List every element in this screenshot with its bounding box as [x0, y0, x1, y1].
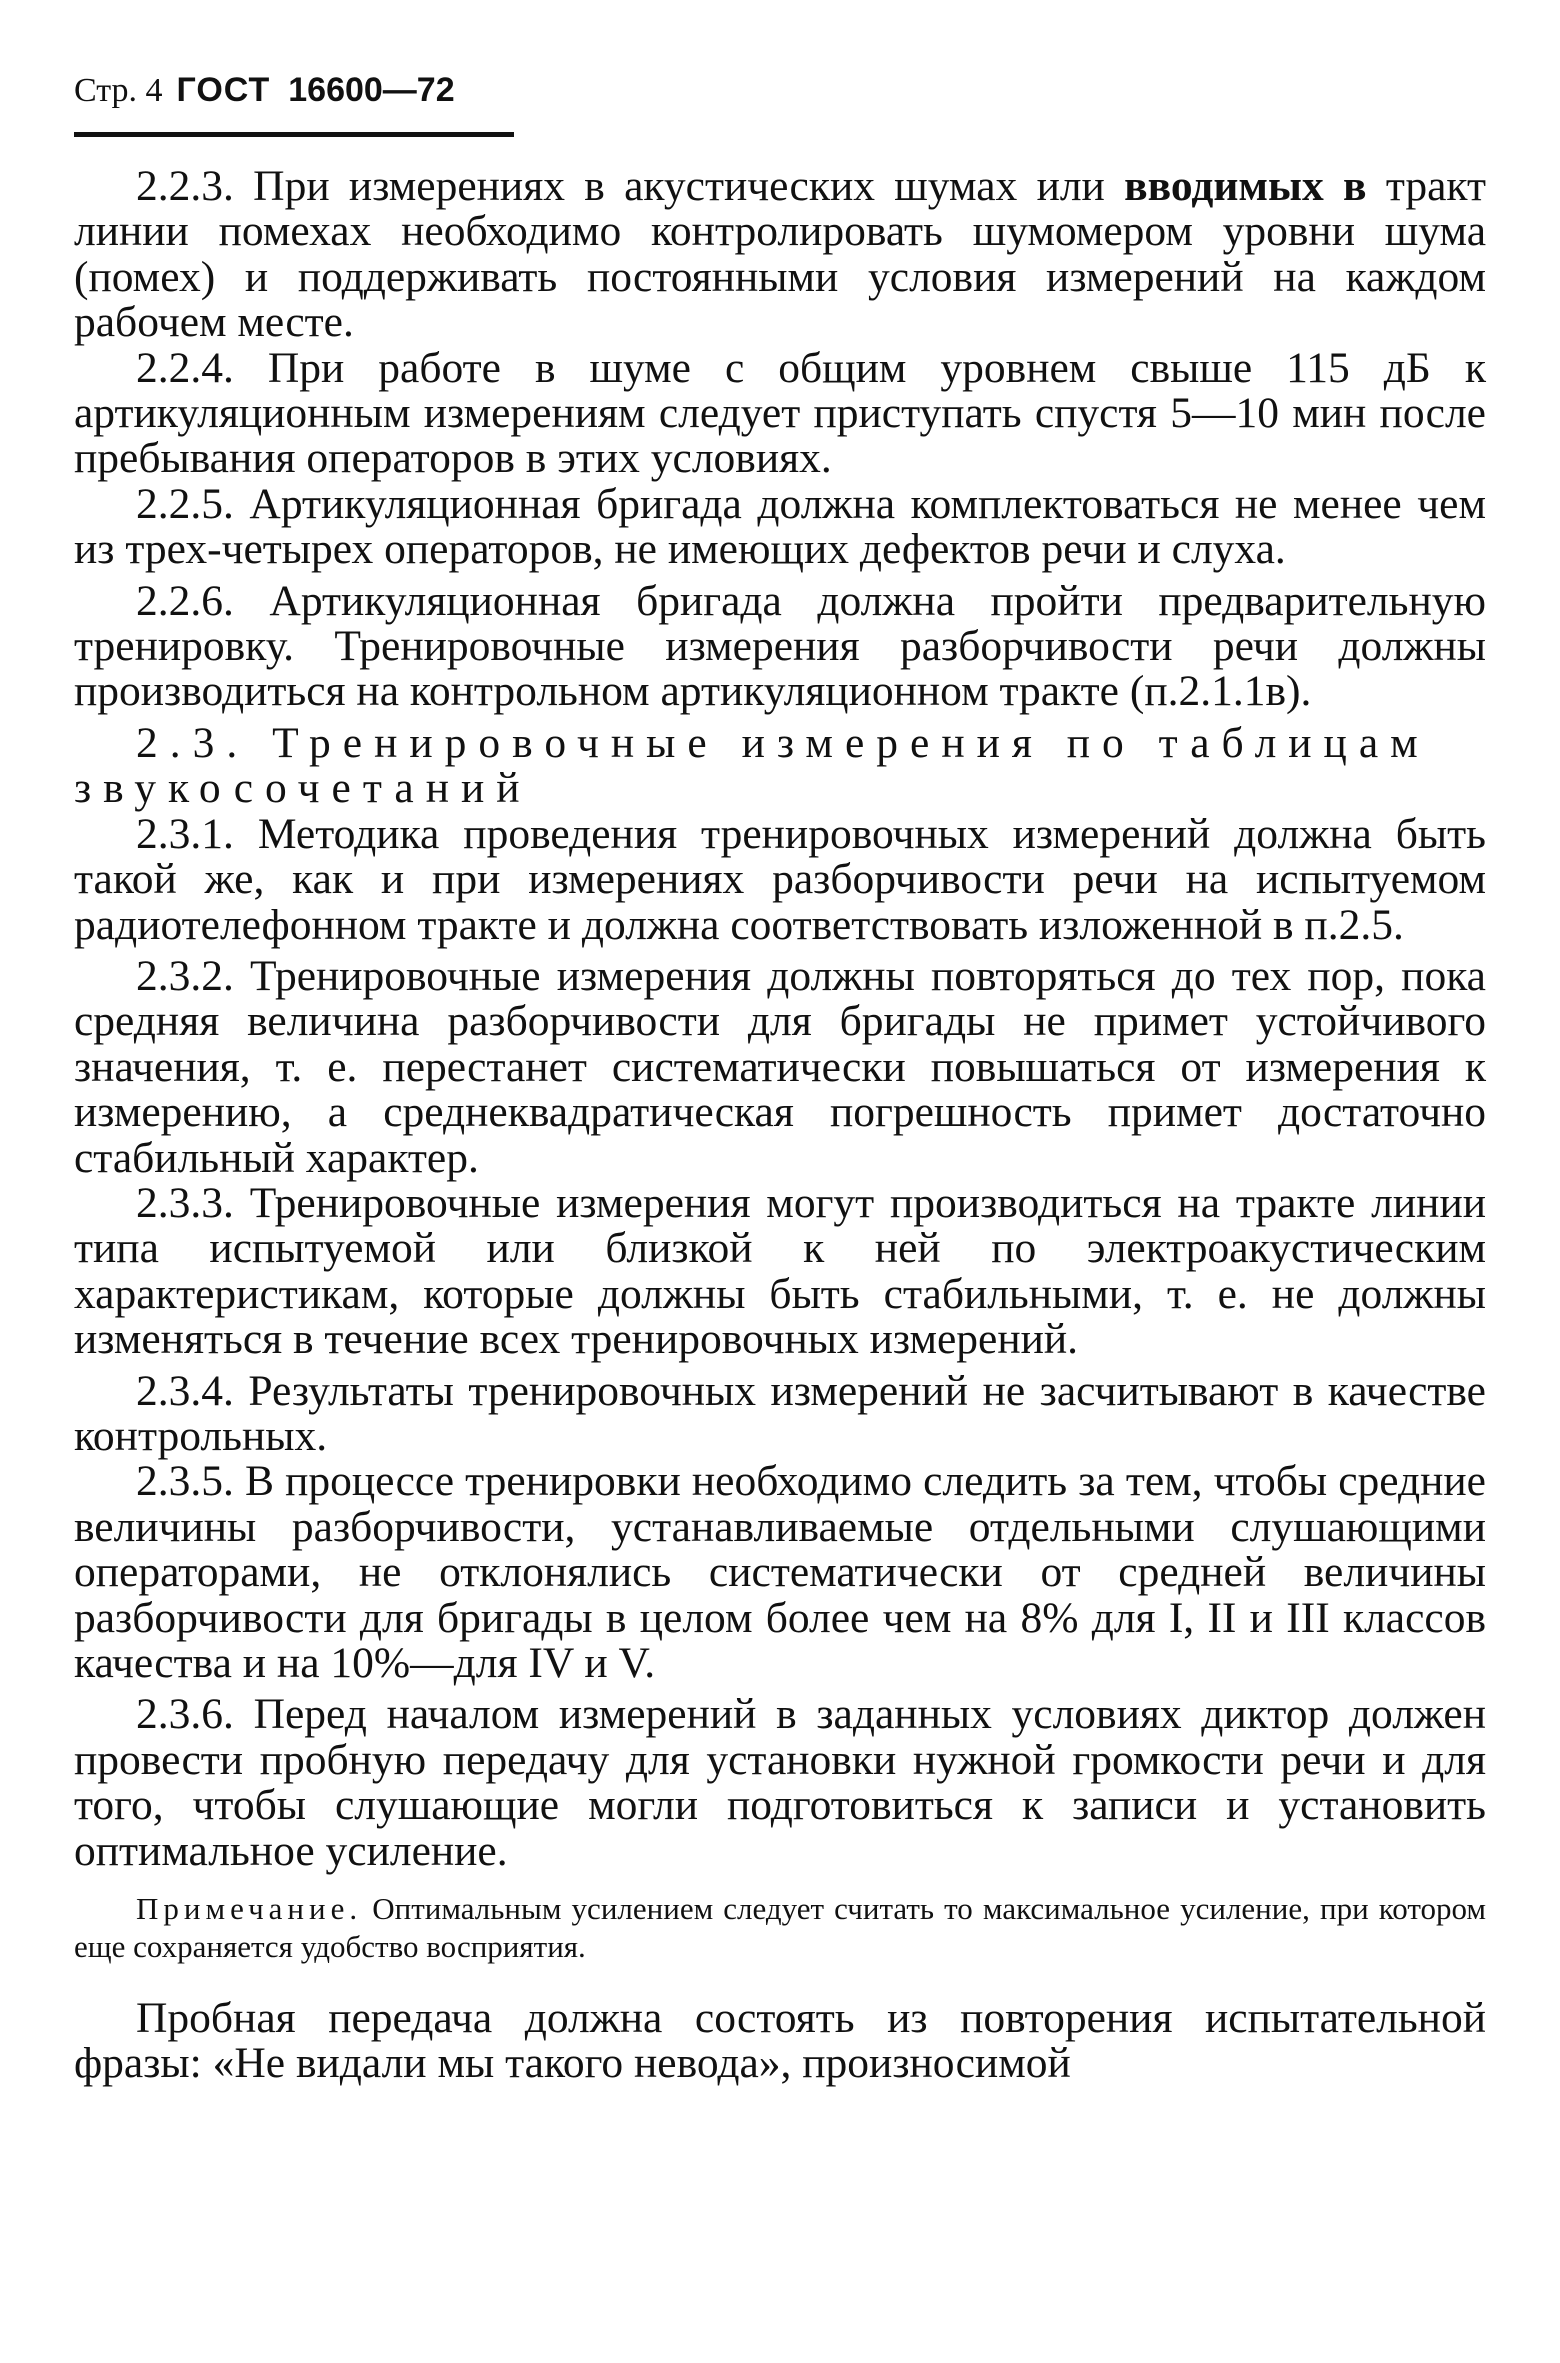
page-number: Стр. 4 [74, 72, 163, 109]
standard-number: 16600—72 [288, 71, 455, 109]
section-heading-2-3: 2.3. Тренировочные измерения по таблицам звукосочетаний [74, 718, 1430, 813]
paragraph-2-2-3 [74, 164, 1486, 346]
paragraph-2-2-5: 2.2.5. Артикуляционная бригада должна комплектоваться не менее чем из трех-четырех операторов, не имеющих дефектов речи и слуха. [74, 479, 1486, 574]
note-label: Примечание. [136, 1891, 363, 1927]
paragraph-2-2-6: 2.2.6. Артикуляционная бригада должна пройти предварительную тренировку. Тренировочные измерения разборчивости речи должны производиться на контрольном артикуляционном тракте (п.2.1.1в). [74, 576, 1486, 716]
paragraph-2-2-4: 2.2.4. При работе в шуме с общим уровнем свыше 115 дБ к артикуляционным измерениям следует приступать спустя 5—10 мин после пребывания операторов в этих условиях. [74, 343, 1486, 483]
paragraph-probe: Пробная передача должна состоять из повторения испытательной фразы: «Не видали мы такого невода», произносимой [74, 1994, 1486, 2088]
note [74, 1890, 1486, 1966]
document-body [74, 164, 1486, 2087]
paragraph-2-3-6: 2.3.6. Перед началом измерений в заданных условиях диктор должен провести пробную передачу для установки нужной громкости речи и для того, чтобы слушающие могли подготовиться к записи и установить оптимальное усиление. [74, 1690, 1486, 1875]
standard-label: ГОСТ [176, 71, 271, 109]
paragraph-2-3-2: 2.3.2. Тренировочные измерения должны повторяться до тех пор, пока средняя величина разборчивости для бригады не примет устойчивого значения, т. е. перестанет систематически повышаться от измерения к измерению, а среднеквадратическая погрешность примет достаточно стабильный характер. [74, 951, 1486, 1182]
paragraph-2-3-4: 2.3.4. Результаты тренировочных измерений не засчитывают в качестве контрольных. [74, 1366, 1486, 1460]
paragraph-2-3-3: 2.3.3. Тренировочные измерения могут производиться на тракте линии типа испытуемой или близкой к ней по электроакустическим характеристикам, которые должны быть стабильными, т. е. не должны изменяться в течение всех тренировочных измерений. [74, 1178, 1486, 1364]
page-header [74, 70, 455, 111]
paragraph-2-2-3-bold: вводимых в [1124, 162, 1367, 210]
paragraph-2-2-3-start: 2.2.3. При измерениях в акустических шумах или [136, 162, 1105, 210]
header-rule [74, 132, 514, 137]
note-text: Оптимальным усилением следует считать то максимальное усиление, при котором еще сохраняется удобство восприятия. [74, 1891, 1487, 1965]
paragraph-2-2-3-end: тракт линии помехах необходимо контролировать шумомером уровни шума (помех) и поддерживать постоянными условия измерений на каждом рабочем месте. [74, 162, 1486, 347]
paragraph-2-3-5: 2.3.5. В процессе тренировки необходимо следить за тем, чтобы средние величины разборчивости, устанавливаемые отдельными слушающими операторами, не отклонялись систематически от средней величины разборчивости для бригады в целом более чем на 8% для I, II и III классов качества и на 10%—для IV и V. [74, 1457, 1486, 1687]
paragraph-2-3-1: 2.3.1. Методика проведения тренировочных измерений должна быть такой же, как и при измерениях разборчивости речи на испытуемом радиотелефонном тракте и должна соответствовать изложенной в п.2.5. [74, 809, 1486, 949]
